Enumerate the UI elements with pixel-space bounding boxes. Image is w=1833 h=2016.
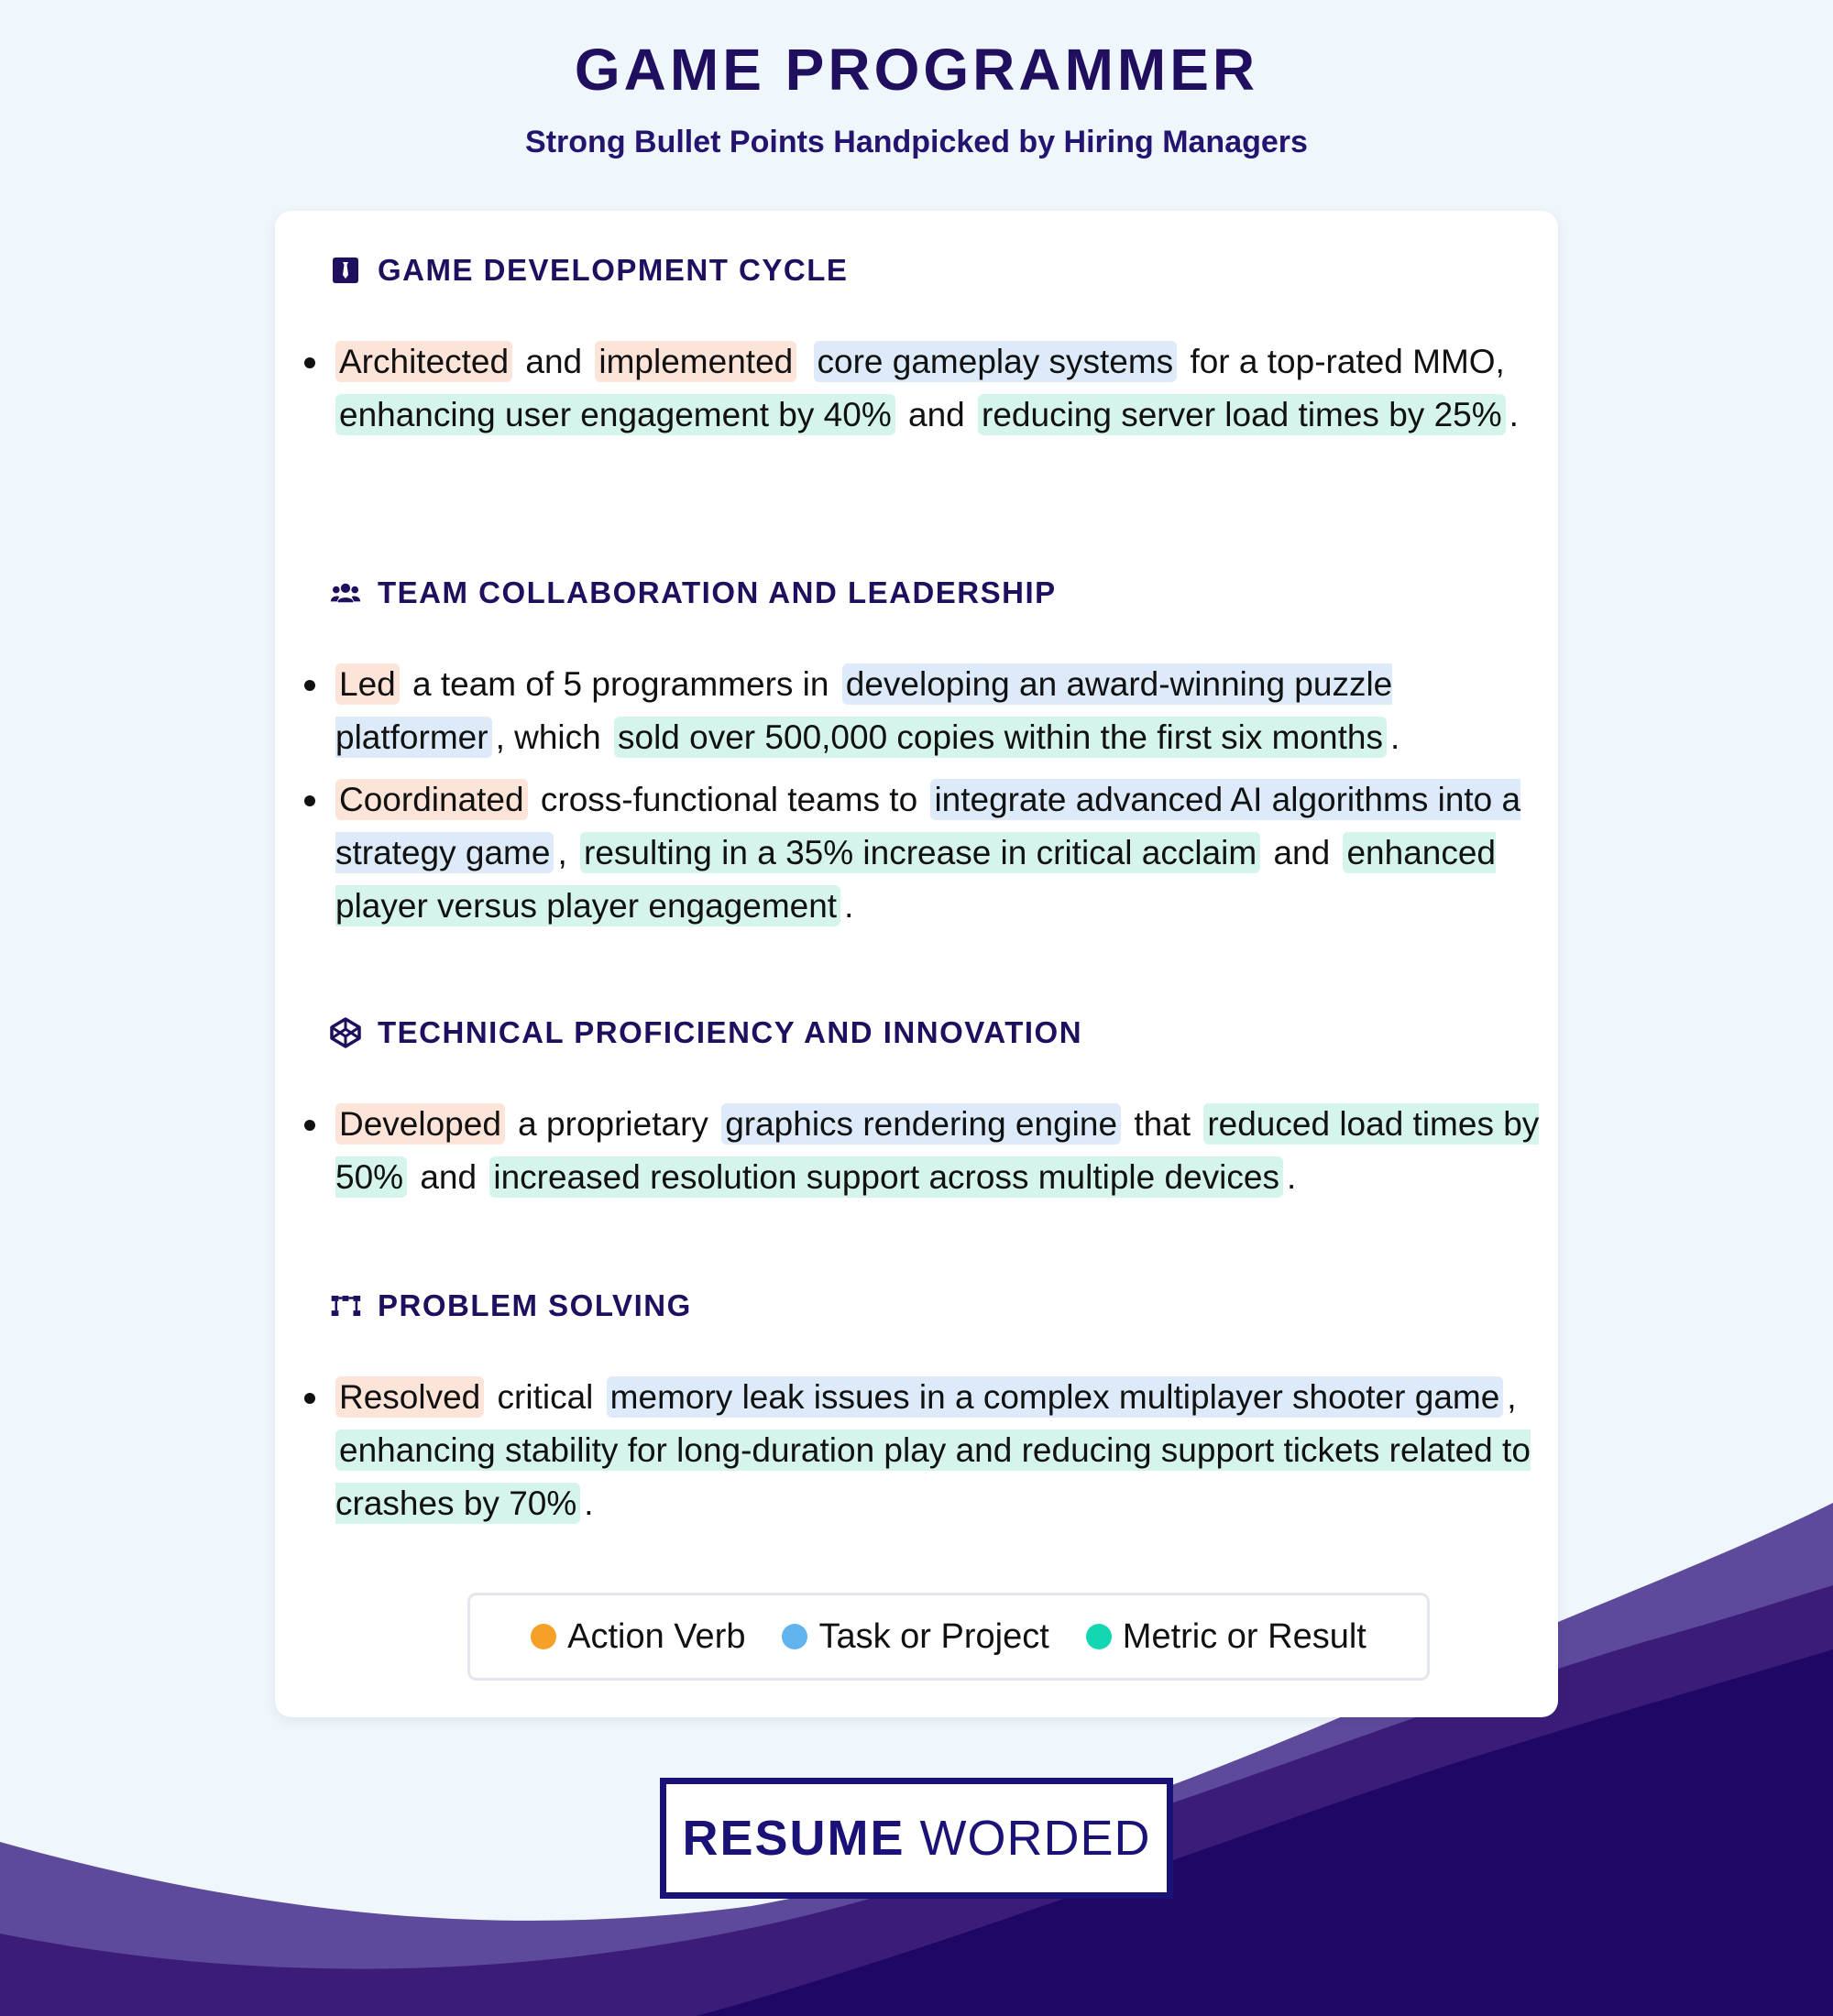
section-title: TECHNICAL PROFICIENCY AND INNOVATION	[378, 1015, 1083, 1049]
task-highlight: memory leak issues in a complex multiplayer shooter game	[607, 1376, 1504, 1418]
page-subtitle: Strong Bullet Points Handpicked by Hiring Managers	[525, 125, 1308, 159]
plain-text: .	[1389, 718, 1400, 756]
resume-worded-logo[interactable]	[660, 1778, 1173, 1899]
plain-text: and	[1264, 834, 1340, 871]
plain-text: and	[411, 1158, 487, 1196]
section-title: TEAM COLLABORATION AND LEADERSHIP	[378, 575, 1057, 609]
legend-label: Task or Project	[818, 1616, 1049, 1656]
logo-text-light: WORDED	[919, 1811, 1151, 1866]
highlight-legend	[467, 1593, 1430, 1681]
action-verb-highlight: Resolved	[335, 1376, 484, 1418]
teal-dot-icon	[1086, 1624, 1112, 1649]
action-verb-highlight: Architected	[335, 341, 512, 382]
action-verb-highlight: Developed	[335, 1103, 505, 1145]
metric-highlight: enhanced player versus player engagement	[335, 834, 1497, 925]
plain-text: .	[844, 887, 854, 925]
bullet-list	[330, 1371, 1540, 1530]
legend-metric-or-result	[1086, 1617, 1367, 1657]
plain-text: .	[1286, 1158, 1297, 1196]
section-header	[330, 1010, 1540, 1056]
action-verb-highlight: Coordinated	[335, 779, 528, 820]
plain-text: ,	[1507, 1378, 1517, 1416]
section-team-collaboration	[330, 570, 1540, 942]
plain-text: a proprietary	[508, 1105, 719, 1143]
task-highlight: integrate advanced AI algorithms into a strategy game	[335, 781, 1521, 871]
metric-highlight: enhancing user engagement by 40%	[335, 394, 895, 435]
plain-text: cross-functional teams to	[531, 781, 927, 818]
section-problem-solving	[330, 1283, 1540, 1539]
metric-highlight: increased resolution support across multiple devices	[489, 1156, 1283, 1198]
plain-text: and	[898, 396, 975, 433]
section-header	[330, 247, 1540, 293]
bullet-list	[330, 658, 1540, 933]
plain-text: .	[584, 1485, 594, 1522]
bullet-point	[330, 658, 1540, 764]
blue-dot-icon	[782, 1624, 807, 1649]
section-game-development-cycle	[330, 247, 1540, 451]
bullet-list	[330, 335, 1540, 442]
bullet-point	[330, 773, 1540, 933]
plain-text: that	[1125, 1105, 1201, 1143]
task-highlight: graphics rendering engine	[721, 1103, 1121, 1145]
legend-task-or-project	[782, 1617, 1048, 1657]
section-title: PROBLEM SOLVING	[378, 1288, 692, 1322]
bullet-point	[330, 1371, 1540, 1530]
plain-text: , which	[495, 718, 610, 756]
plain-text: .	[1509, 396, 1519, 433]
legend-label: Action Verb	[567, 1616, 746, 1656]
users-icon	[330, 577, 361, 608]
legend-label: Metric or Result	[1122, 1616, 1367, 1656]
metric-highlight: reducing server load times by 25%	[978, 394, 1506, 435]
plain-text: for a top-rated MMO,	[1180, 343, 1505, 380]
metric-highlight: reduced load times by 50%	[335, 1105, 1540, 1196]
plain-text	[796, 341, 813, 382]
plain-text: ,	[557, 834, 577, 871]
bullet-points-card	[275, 211, 1558, 1717]
section-title: GAME DEVELOPMENT CYCLE	[378, 253, 849, 287]
section-header	[330, 570, 1540, 616]
tie-icon	[330, 255, 361, 286]
page-title: GAME PROGRAMMER	[574, 37, 1259, 103]
plain-text: and	[516, 343, 592, 380]
project-diagram-icon	[330, 1290, 361, 1321]
page-header	[0, 26, 1833, 161]
section-header	[330, 1283, 1540, 1329]
orange-dot-icon	[531, 1624, 556, 1649]
task-highlight: core gameplay systems	[814, 341, 1178, 382]
metric-highlight: resulting in a 35% increase in critical acclaim	[580, 832, 1260, 873]
task-highlight: developing an award-winning puzzle platformer	[335, 665, 1393, 756]
metric-highlight: enhancing stability for long-duration play and reducing support tickets related to crashes by 70%	[335, 1431, 1531, 1522]
bullet-point	[330, 1098, 1540, 1204]
section-technical-proficiency	[330, 1010, 1540, 1213]
metric-highlight: sold over 500,000 copies within the first six months	[614, 717, 1387, 758]
plain-text: critical	[488, 1378, 603, 1416]
codepen-icon	[330, 1017, 361, 1048]
legend-action-verb	[531, 1617, 745, 1657]
bullet-point	[330, 335, 1540, 442]
plain-text: a team of 5 programmers in	[402, 665, 839, 703]
action-verb-highlight: Led	[335, 663, 400, 705]
logo-text-bold: RESUME	[682, 1811, 906, 1866]
bullet-list	[330, 1098, 1540, 1204]
action-verb-highlight: implemented	[595, 341, 796, 382]
